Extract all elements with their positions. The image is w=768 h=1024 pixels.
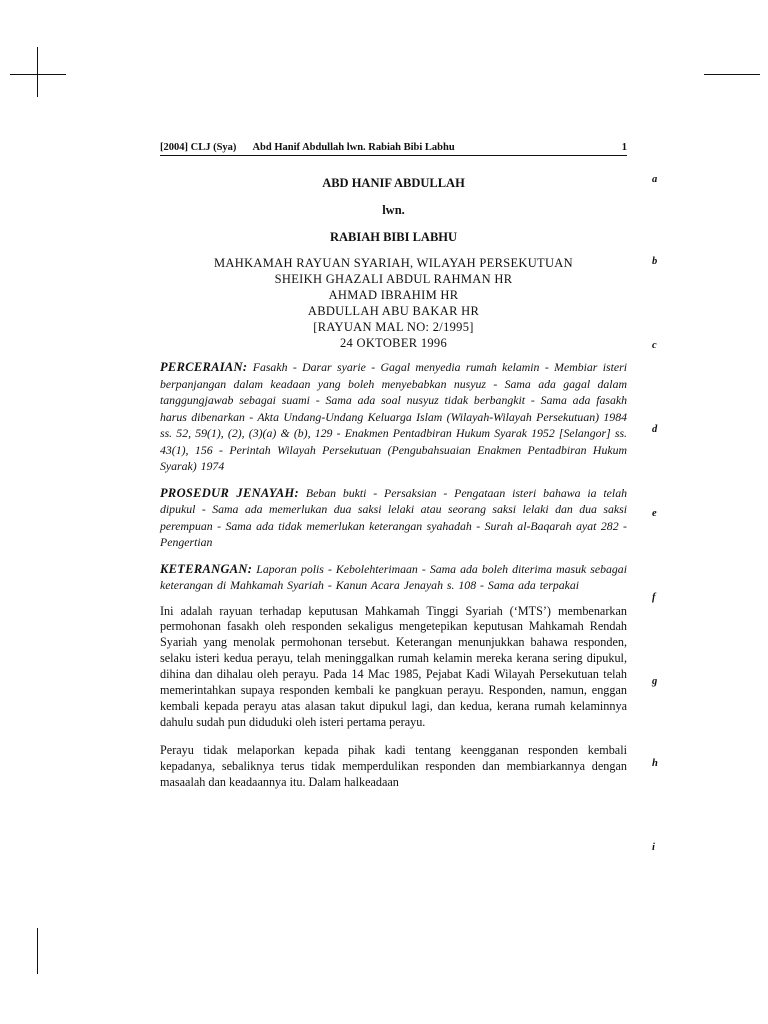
margin-letter: a — [652, 174, 658, 185]
judge-1: SHEIKH GHAZALI ABDUL RAHMAN HR — [274, 272, 513, 286]
crop-mark-top-right-horizontal — [704, 74, 760, 75]
crop-mark-top-left-vertical — [37, 47, 38, 97]
running-head — [160, 142, 627, 156]
catchword-text: Laporan polis - Kebolehterimaan - Sama ada boleh diterima masuk sebagai keterangan di Mahkamah Syariah - Kanun Acara Jenayah s. 108 - Sama ada terpakai — [160, 561, 627, 592]
catchword-block — [160, 561, 627, 594]
document-page — [160, 142, 627, 803]
judge-2: AHMAD IBRAHIM HR — [328, 288, 459, 302]
case-short-title: Abd Hanif Abdullah lwn. Rabiah Bibi Labhu — [252, 142, 455, 153]
catchword-block — [160, 485, 627, 551]
crop-mark-top-left-horizontal — [10, 74, 66, 75]
crop-mark-bottom-left-vertical — [37, 928, 38, 974]
catchword-block — [160, 359, 627, 475]
margin-letter: g — [652, 676, 658, 687]
margin-letter: c — [652, 340, 657, 351]
margin-letter: d — [652, 424, 658, 435]
versus-label: lwn. — [382, 203, 405, 217]
court-details — [160, 255, 627, 351]
appellant-name: ABD HANIF ABDULLAH — [322, 176, 465, 190]
case-number: [RAYUAN MAL NO: 2/1995] — [313, 320, 474, 334]
running-head-left — [160, 142, 469, 153]
margin-letters — [652, 0, 672, 1024]
court-name: MAHKAMAH RAYUAN SYARIAH, WILAYAH PERSEKUTUAN — [214, 256, 573, 270]
margin-letter: f — [652, 592, 656, 603]
catchword-text: Beban bukti - Persaksian - Pengataan isteri bahawa ia telah dipukul - Sama ada memerlukan dua saksi lelaki atau seorang saksi lelaki dan dua saksi perempuan - Sama ada tidak memerlukan keterangan syahadah - Surah al-Baqarah ayat 282 - Pengertian — [160, 485, 627, 549]
catchword-keyword: PROSEDUR JENAYAH: — [160, 485, 299, 500]
decision-date: 24 OKTOBER 1996 — [339, 336, 448, 350]
margin-letter: e — [652, 508, 657, 519]
catchword-keyword: KETERANGAN: — [160, 561, 253, 576]
citation: [2004] CLJ (Sya) — [160, 142, 237, 153]
headnote-paragraph: Perayu tidak melaporkan kepada pihak kadi tentang keengganan responden kembali kepadanya, sebaliknya terus tidak memperdulikan responden dan membiarkannya dengan masaalah dan keadaannya itu. Dalam halkeadaan — [160, 742, 627, 789]
judge-3: ABDULLAH ABU BAKAR HR — [307, 304, 480, 318]
catchword-text: Fasakh - Darar syarie - Gagal menyedia rumah kelamin - Membiar isteri berpanjangan dalam keadaan yang boleh menyebabkan nusyuz - Sama ada gagal dalam tanggungjawab sebagai suami - Sama ada soal nusyuz tidak berbangkit - Sama ada fasakh harus dibenarkan - Akta Undang-Undang Keluarga Islam (Wilayah-Wilayah Persekutuan) 1984 ss. 52, 59(1), (2), (3)(a) & (b), 129 - Enakmen Pentadbiran Hukum Syarak 1952 [Selangor] ss. 43(1), 156 - Perintah Wilayah Persekutuan (Pengubahsuaian Enakmen Pentadbiran Hukum Syarak) 1974 — [160, 360, 627, 473]
page-number: 1 — [621, 142, 627, 153]
margin-letter: h — [652, 758, 658, 769]
respondent-name: RABIAH BIBI LABHU — [329, 230, 458, 244]
headnote-paragraph: Ini adalah rayuan terhadap keputusan Mahkamah Tinggi Syariah (‘MTS’) membenarkan permohonan fasakh oleh responden sekaligus mengetepikan keputusan Mahkamah Rendah Syariah yang menolak permohonan tersebut. Keterangan menunjukkan bahawa responden, selaku isteri kedua perayu, telah meninggalkan rumah kelamin mereka kerana sering dipukul, dihina dan dihalau oleh perayu. Pada 14 Mac 1985, Pejabat Kadi Wilayah Persekutuan telah memerintahkan supaya responden kembali ke pangkuan perayu. Responden, namun, enggan kembali kepada perayu atas alasan takut dipukul lagi, dan kedua, kerana rumah kelaminnya dahulu sudah pun diduduki oleh isteri pertama perayu. — [160, 603, 627, 729]
catchword-keyword: PERCERAIAN: — [160, 360, 248, 374]
margin-letter: i — [652, 842, 655, 853]
margin-letter: b — [652, 256, 658, 267]
